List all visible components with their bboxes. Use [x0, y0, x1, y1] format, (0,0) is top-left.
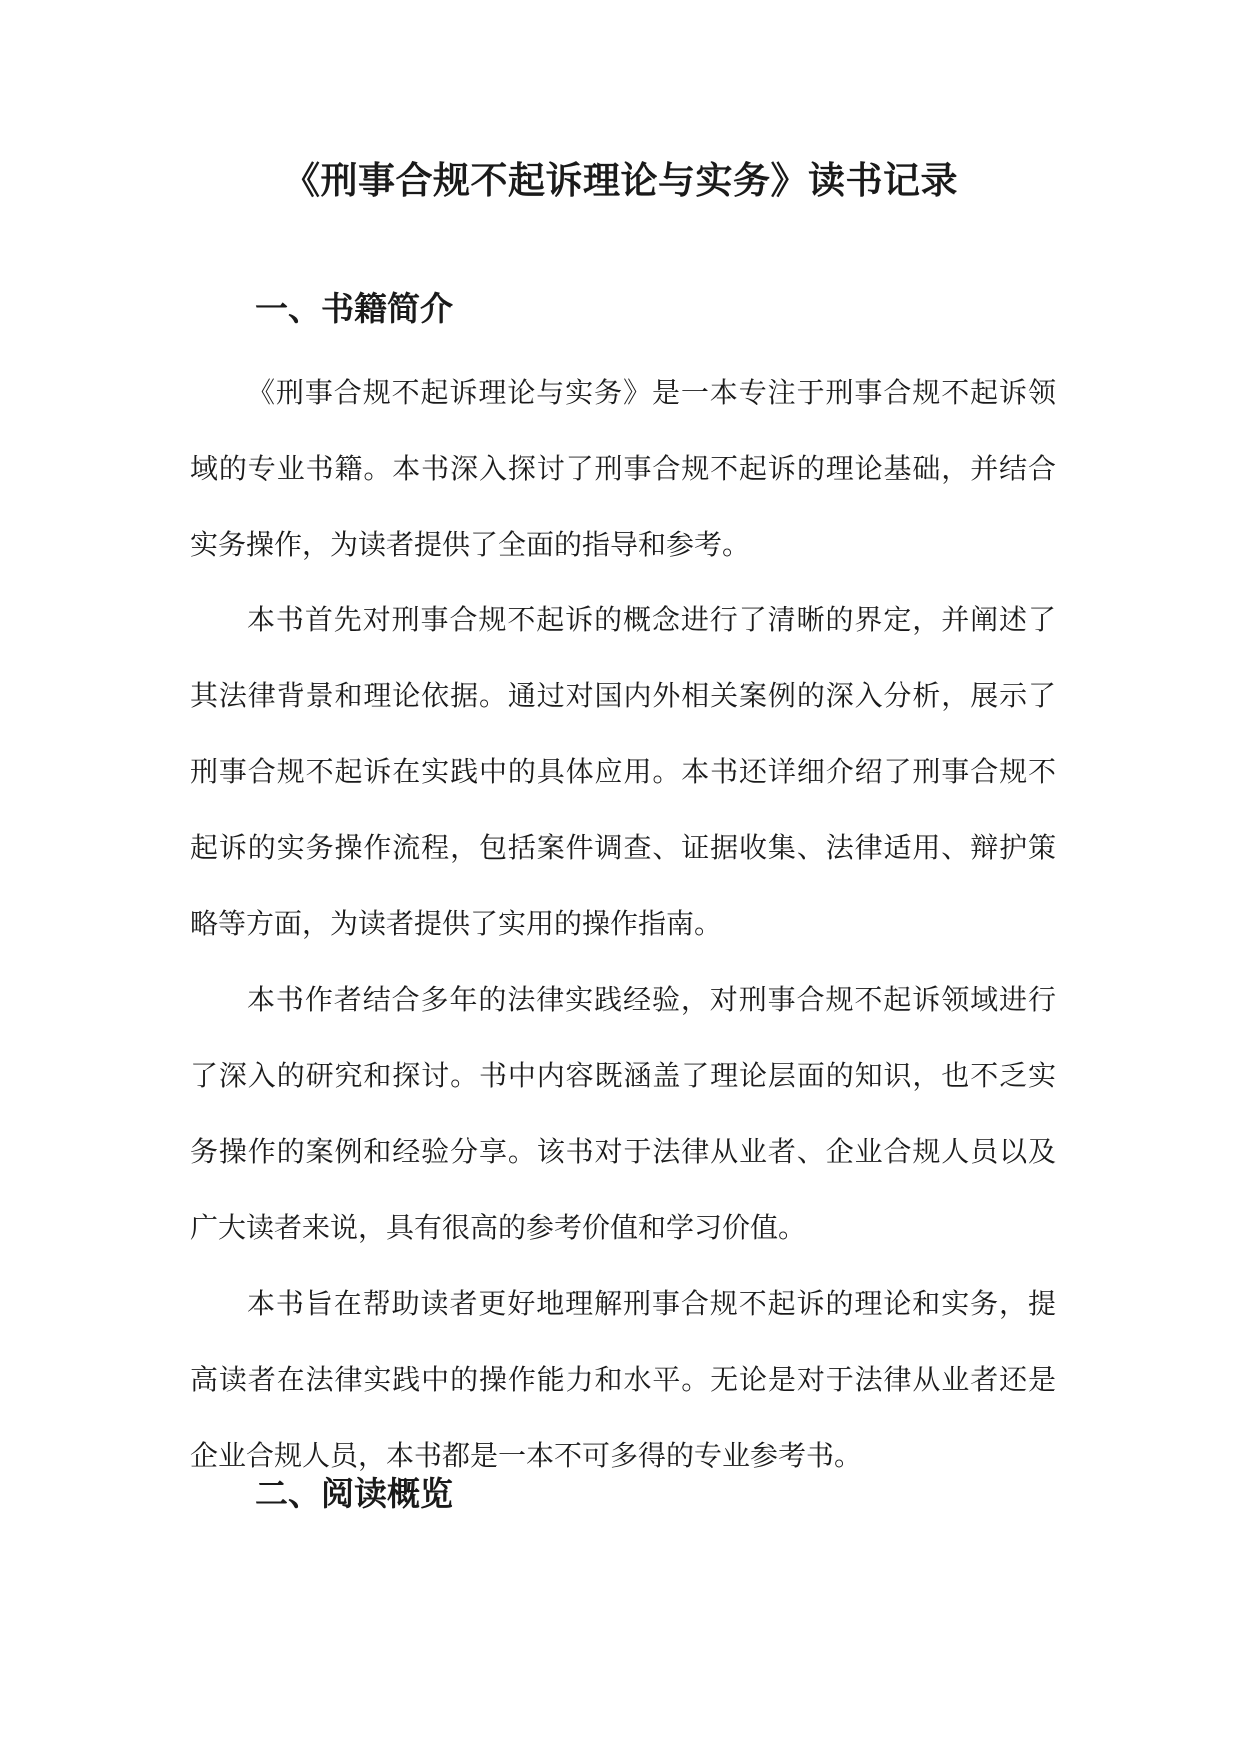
paragraph-2	[190, 582, 1056, 962]
section-heading-reading-overview: 二、阅读概览	[255, 1474, 453, 1513]
paragraph-text: 本书首先对刑事合规不起诉的概念进行了清晰的界定，并阐述了其法律背景和理论依据。通过对国内外相关案例的深入分析，展示了刑事合规不起诉在实践中的具体应用。本书还详细介绍了刑事合规不起诉的实务操作流程，包括案件调查、证据收集、法律适用、辩护策略等方面，为读者提供了实用的操作指南。	[190, 603, 1056, 940]
paragraph-text: 《刑事合规不起诉理论与实务》是一本专注于刑事合规不起诉领域的专业书籍。本书深入探讨了刑事合规不起诉的理论基础，并结合实务操作，为读者提供了全面的指导和参考。	[190, 376, 1056, 561]
paragraph-text: 本书旨在帮助读者更好地理解刑事合规不起诉的理论和实务，提高读者在法律实践中的操作能力和水平。无论是对于法律从业者还是企业合规人员，本书都是一本不可多得的专业参考书。	[190, 1287, 1056, 1472]
document-title: 《刑事合规不起诉理论与实务》读书记录	[283, 158, 958, 202]
paragraph-text: 本书作者结合多年的法律实践经验，对刑事合规不起诉领域进行了深入的研究和探讨。书中内容既涵盖了理论层面的知识，也不乏实务操作的案例和经验分享。该书对于法律从业者、企业合规人员以及广大读者来说，具有很高的参考价值和学习价值。	[190, 983, 1056, 1244]
paragraph-4	[190, 1266, 1056, 1494]
section-heading-book-intro: 一、书籍简介	[255, 289, 453, 328]
paragraph-1	[190, 355, 1056, 583]
paragraph-3	[190, 962, 1056, 1266]
